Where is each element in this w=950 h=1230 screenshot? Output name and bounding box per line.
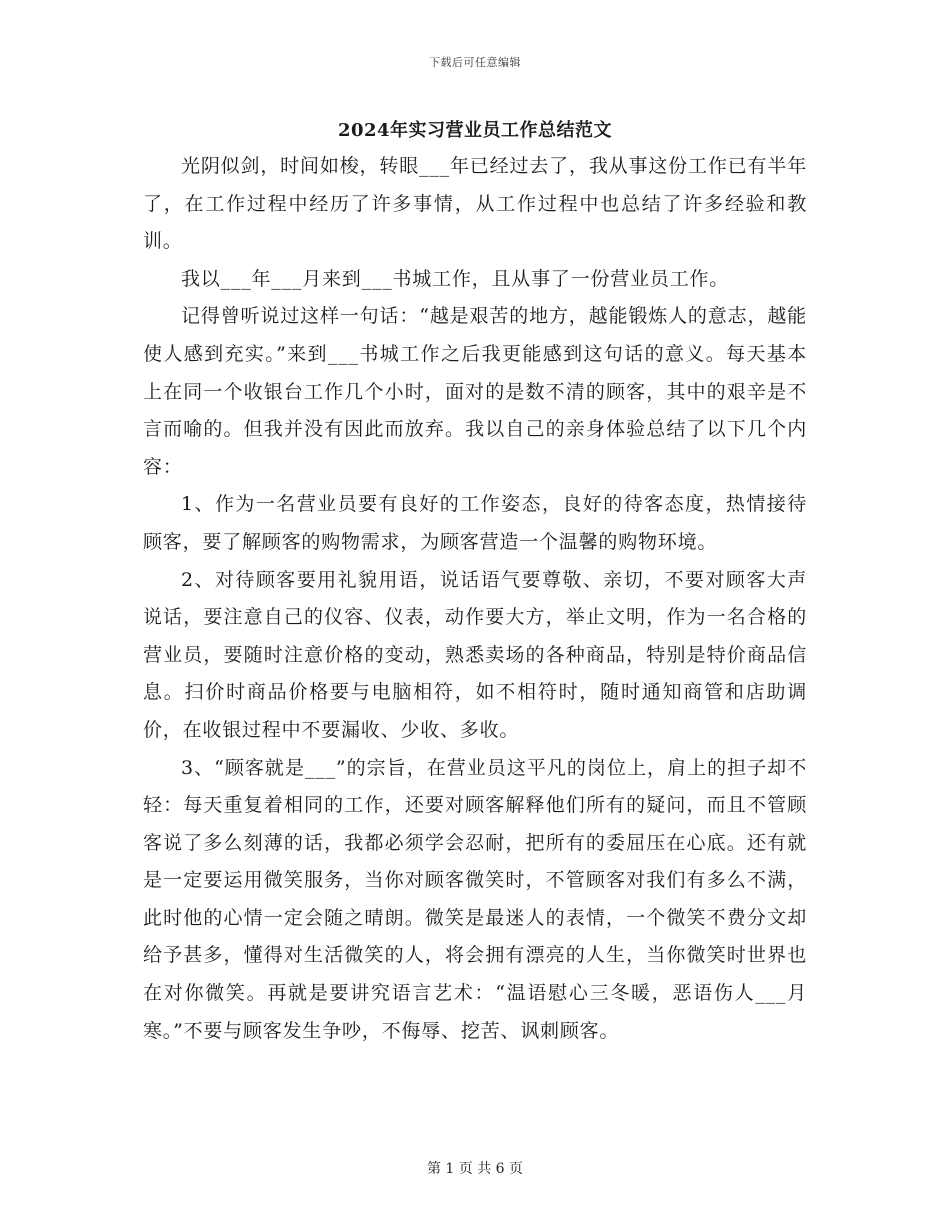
paragraph-point-2: 2、对待顾客要用礼貌用语，说话语气要尊敬、亲切，不要对顾客大声说话，要注意自己的仪容、仪表，动作要大方，举止文明，作为一名合格的营业员，要随时注意价格的变动，熟悉卖场的各种商品，特别是特价商品信息。扫价时商品价格要与电脑相符，如不相符时，随时通知商管和店助调价，在收银过程中不要漏收、少收、多收。 [143,568,807,741]
paragraph-intro: 光阴似剑，时间如梭，转眼___年已经过去了，我从事这份工作已有半年了，在工作过程中经历了许多事情，从工作过程中也总结了许多经验和教训。 [143,155,807,253]
paragraph-point-3: 3、“顾客就是___”的宗旨，在营业员这平凡的岗位上，肩上的担子却不轻：每天重复着相同的工作，还要对顾客解释他们所有的疑问，而且不管顾客说了多么刻薄的话，我都必须学会忍耐，把所有的委屈压在心底。还有就是一定要运用微笑服务，当你对顾客微笑时，不管顾客对我们有多么不满，此时他的心情一定会随之晴朗。微笑是最迷人的表情，一个微笑不费分文却给予甚多，懂得对生活微笑的人，将会拥有漂亮的人生，当你微笑时世界也在对你微笑。再就是要讲究语言艺术：“温语慰心三冬暖，恶语伤人___月寒。”不要与顾客发生争吵，不侮辱、挖苦、讽刺顾客。 [143,756,807,1042]
document-body [143,148,807,1050]
page-footer: 第 1 页 共 6 页 [426,1161,524,1177]
document-title: 2024年实习营业员工作总结范文 [337,120,613,141]
paragraph-point-1: 1、作为一名营业员要有良好的工作姿态，良好的待客态度，热情接待顾客，要了解顾客的购物需求，为顾客营造一个温馨的购物环境。 [143,493,807,553]
paragraph-quote: 记得曾听说过这样一句话：“越是艰苦的地方，越能锻炼人的意志，越能使人感到充实。”来到___书城工作之后我更能感到这句话的意义。每天基本上在同一个收银台工作几个小时，面对的是数不清的顾客，其中的艰辛是不言而喻的。但我并没有因此而放弃。我以自己的亲身体验总结了以下几个内容： [143,305,807,478]
header-note: 下载后可任意编辑 [429,56,521,69]
paragraph-start-date: 我以___年___月来到___书城工作，且从事了一份营业员工作。 [181,267,730,290]
